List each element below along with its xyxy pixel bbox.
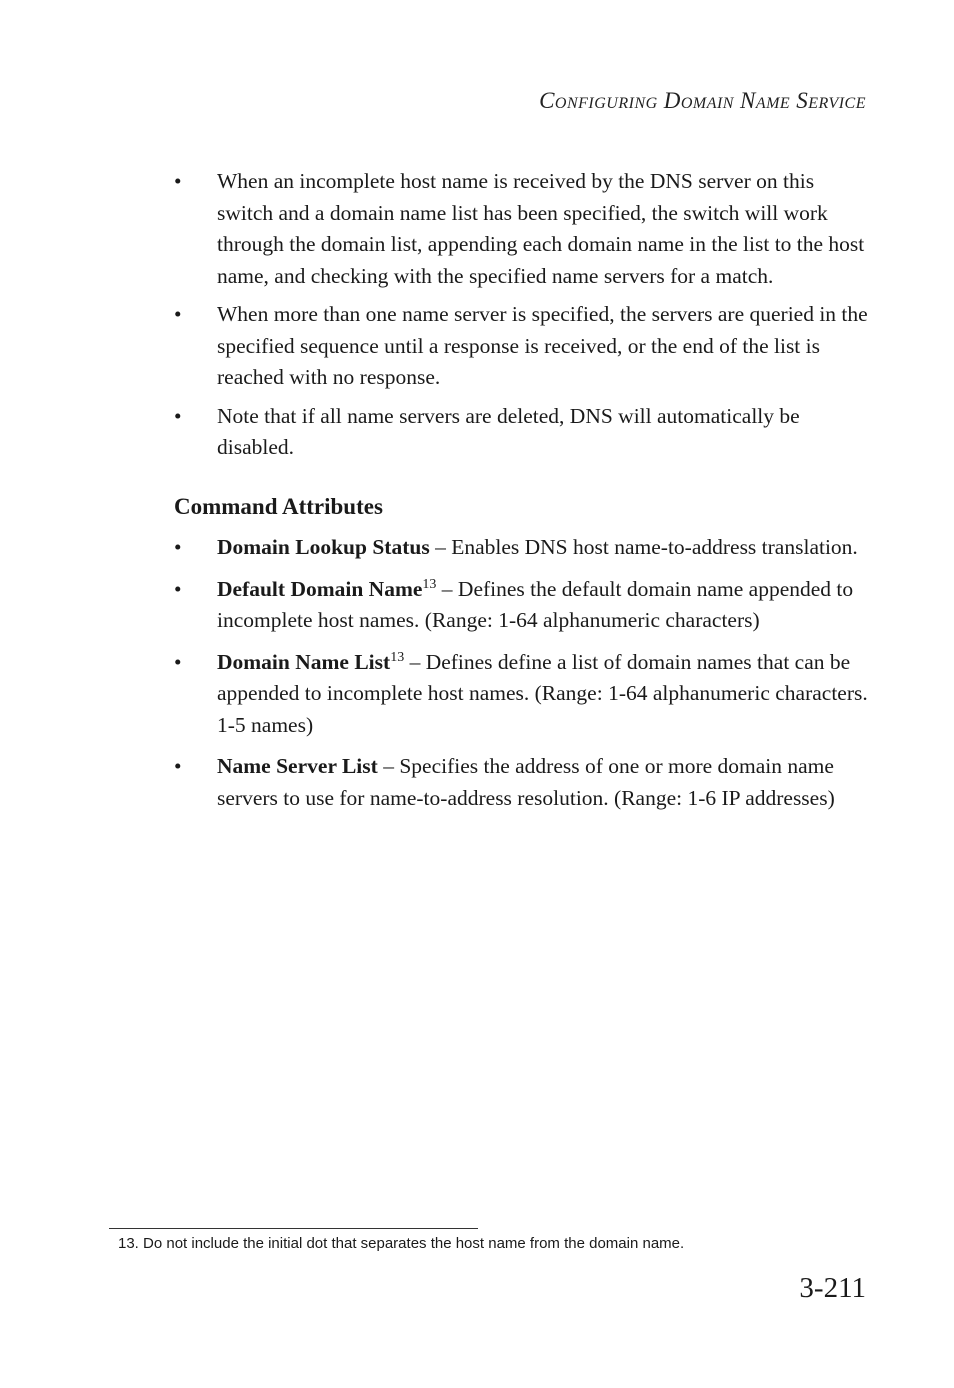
running-header	[539, 88, 866, 114]
bullet-icon: •	[174, 649, 182, 674]
footnote-ref: 13	[422, 576, 437, 592]
attribute-term: Default Domain Name	[217, 576, 423, 601]
list-item	[174, 574, 874, 637]
attribute-desc: – Defines define a list of domain names that can be appended to incomplete host names. (Range: 1-64 alphanumeric characters. 1-5 names)	[217, 649, 868, 737]
footnote: 13. Do not include the initial dot that separates the host name from the domain name.	[118, 1235, 685, 1252]
list-item	[174, 647, 874, 742]
attribute-term: Domain Lookup Status	[217, 535, 430, 559]
attribute-desc: – Defines the default domain name appended to incomplete host names. (Range: 1-64 alphanumeric characters)	[217, 576, 854, 632]
list-item: • Note that if all name servers are deleted, DNS will automatically be disabled.	[174, 401, 874, 464]
list-item	[174, 751, 874, 814]
section-heading: Command Attributes	[174, 494, 383, 519]
header-word-1: DOMAIN	[663, 88, 734, 113]
list-item: • When more than one name server is specified, the servers are queried in the specified sequence until a response is received, or the end of the list is reached with no response.	[174, 299, 874, 394]
attribute-desc: – Specifies the address of one or more domain name servers to use for name-to-address resolution. (Range: 1-6 IP addresses)	[217, 754, 835, 810]
attribute-term: Domain Name List	[217, 649, 391, 674]
list-item: • When an incomplete host name is received by the DNS server on this switch and a domain name list has been specified, the switch will work through the domain list, appending each domain name in the list to the host name, and checking with the specified name servers for a match.	[174, 166, 874, 292]
intro-bullet-list	[174, 166, 874, 471]
bullet-icon: •	[174, 535, 182, 559]
footnote-divider	[109, 1228, 478, 1229]
header-word-3: SERVICE	[796, 88, 866, 113]
bullet-icon: •	[174, 302, 182, 326]
bullet-icon: •	[174, 576, 182, 601]
bullet-icon: •	[174, 403, 182, 428]
attribute-list	[174, 532, 874, 824]
bullet-icon: •	[174, 754, 182, 778]
header-word-0: CONFIGURING	[539, 88, 658, 113]
bullet-icon: •	[174, 169, 182, 193]
page-number: 3-211	[799, 1272, 866, 1304]
list-item	[174, 532, 874, 564]
attribute-term: Name Server List	[217, 754, 378, 778]
header-word-2: NAME	[739, 88, 791, 113]
attribute-desc: – Enables DNS host name-to-address translation.	[429, 535, 858, 559]
footnote-ref: 13	[390, 649, 405, 665]
